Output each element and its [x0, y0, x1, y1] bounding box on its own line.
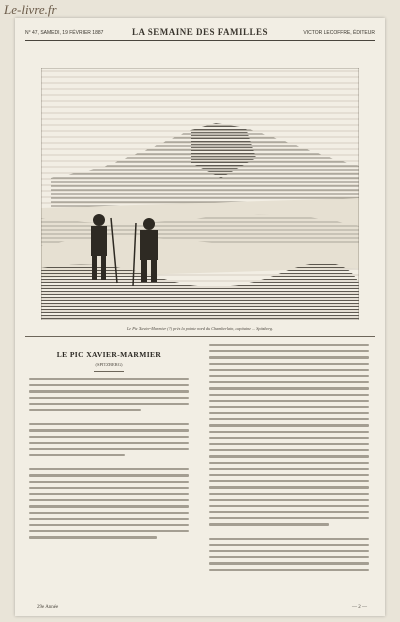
- engraving-illustration: [41, 68, 359, 320]
- watermark-logo: Le-livre.fr: [4, 2, 57, 17]
- article-title: LE PIC XAVIER-MARMIER: [56, 350, 162, 359]
- publisher: VICTOR LECOFFRE, ÉDITEUR: [303, 30, 375, 36]
- divider-rule: [25, 336, 375, 337]
- footer-page-number: — 2 —: [352, 605, 367, 610]
- newspaper-page: [15, 18, 385, 616]
- illustration-caption: Le Pic Xavier-Marmier (?) près la pointe nord du Chamberlain, capitaine ... Spitzberg.: [126, 326, 274, 331]
- title-separator: [94, 371, 124, 372]
- article-subtitle: (SPITZBERG): [95, 362, 123, 367]
- issue-info: N° 47, SAMEDI, 19 FÉVRIER 1887: [25, 30, 104, 36]
- footer-year: 29e Année: [37, 605, 59, 610]
- column-left: [29, 344, 189, 543]
- body-text-right: [209, 344, 369, 571]
- journal-title: LA SEMAINE DES FAMILLES: [131, 27, 269, 37]
- masthead: [25, 24, 375, 41]
- body-text-left: [29, 378, 189, 539]
- column-right: [209, 344, 369, 575]
